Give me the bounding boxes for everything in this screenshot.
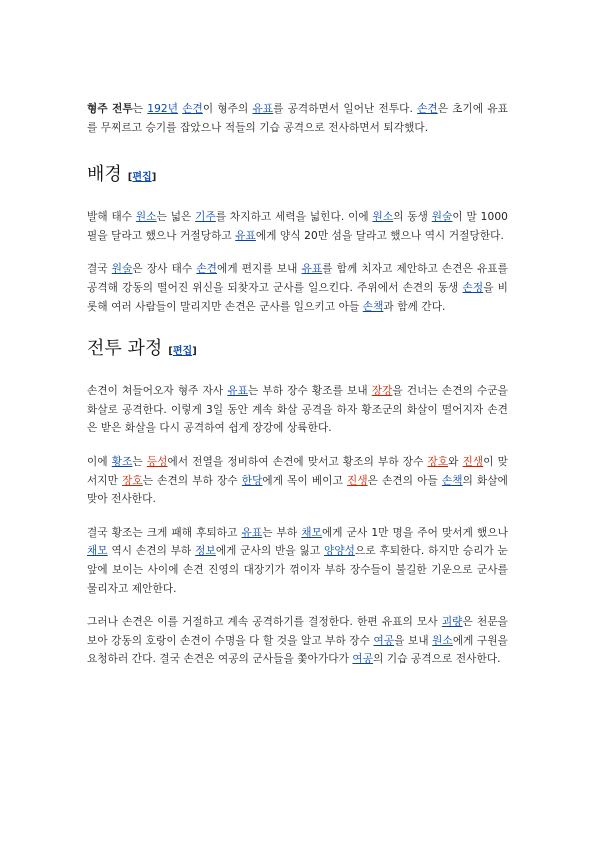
battle-paragraph-4: [87, 613, 508, 669]
text: 와: [448, 455, 463, 468]
text: 의 동생: [393, 211, 432, 224]
link-yuanshu[interactable]: 원술: [111, 263, 133, 276]
link-sunjian[interactable]: 손견: [182, 103, 203, 115]
link-kuailiang[interactable]: 괴량: [441, 616, 463, 629]
section-title: 배경: [87, 164, 122, 186]
link-liubiao[interactable]: 유표: [227, 385, 248, 398]
battle-paragraph-1: [87, 382, 508, 438]
text: 는 부하 장수 황조를 보내: [248, 385, 372, 398]
text: 발해 태수: [87, 211, 136, 224]
link-chensheng-missing[interactable]: 진생: [347, 474, 368, 487]
text: 은 초기에 유표를 무찌르고 승기를 잡았으나 적들의 기습 공격으로 전사하면서 퇴각했다.: [87, 103, 509, 134]
bracket: [: [127, 172, 133, 184]
link-jiang-missing[interactable]: 장강: [371, 385, 393, 398]
link-chengpu[interactable]: 정보: [195, 545, 216, 558]
text: 이 말 1000필을 달라고 했으나 거절당하고: [87, 211, 509, 242]
text: 에서 전열을 정비하여 손견에 맞서고 황조의 부하 장수: [167, 455, 428, 468]
link-liubiao[interactable]: 유표: [241, 526, 263, 539]
link-sunjian[interactable]: 손견: [196, 263, 217, 276]
link-yuanshao[interactable]: 원소: [432, 634, 453, 647]
text: 를 차지하고 세력을 넓힌다. 이에: [215, 211, 373, 224]
text: 에게 군사 1만 명을 주어 맞서게 했으나: [321, 526, 508, 539]
link-zhanghu-missing[interactable]: 장호: [122, 474, 143, 487]
link-caimao[interactable]: 채모: [87, 545, 108, 558]
text: 손견이 쳐들어오자 형주 자사: [87, 385, 228, 398]
article-body: [87, 100, 508, 669]
text: 에게 편지를 보내: [217, 263, 302, 276]
text: 를 공격하면서 일어난 전투다.: [273, 103, 418, 115]
link-huangzu[interactable]: 황조: [111, 455, 133, 468]
text: 는: [132, 455, 147, 468]
text: 는 손견의 부하 장수: [142, 474, 242, 487]
text: 으로 후퇴한다. 하지만 승리가 눈 앞에 보이는 사이에 손견 진영의 대장기가 꺾이자 부하 장수들이 불길한 기운으로 군사를 물리자고 제안한다.: [87, 545, 508, 595]
background-paragraph-1: [87, 208, 508, 245]
link-sunjian[interactable]: 손견: [417, 103, 438, 115]
text: 이 형주의: [202, 103, 253, 115]
link-lvgong[interactable]: 여공: [373, 634, 395, 647]
edit-section-battle: [168, 346, 196, 357]
text: 을 보내: [394, 634, 433, 647]
background-paragraph-2: [87, 260, 508, 316]
text: 에게 구원을 요청하러 간다. 결국 손견은 여공의 군사들을 쫓아가다가: [87, 634, 508, 666]
link-dengcheng-missing[interactable]: 등성: [146, 455, 168, 468]
link-handang[interactable]: 한당: [241, 474, 263, 487]
text: 에게 목이 베이고: [262, 474, 347, 487]
link-sunce[interactable]: 손책: [441, 474, 463, 487]
intro-paragraph: [87, 100, 508, 137]
text: 에게 군사의 반을 잃고: [215, 545, 325, 558]
link-sunjing[interactable]: 손정: [462, 281, 484, 294]
link-liubiao[interactable]: 유표: [301, 263, 323, 276]
text: 는: [132, 103, 148, 115]
edit-section-background: [128, 172, 156, 183]
link-yuanshao[interactable]: 원소: [372, 211, 394, 224]
section-heading-battle: [87, 338, 508, 360]
link-sunce[interactable]: 손책: [362, 300, 384, 313]
text: 의 기습 공격으로 전사한다.: [373, 653, 501, 666]
text: 과 함께 간다.: [383, 300, 446, 313]
link-liubiao[interactable]: 유표: [252, 103, 274, 115]
text: 이 맞서지만: [87, 455, 508, 487]
text: 에게 양식 20만 섬을 달라고 했으나 역시 거절당한다.: [255, 229, 504, 242]
edit-link[interactable]: 편집: [132, 172, 152, 184]
text: 그러나 손견은 이를 거절하고 계속 공격하기를 결정한다. 한편 유표의 모사: [87, 616, 442, 629]
section-title: 전투 과정: [87, 338, 163, 360]
text: 은 손견의 아들: [367, 474, 442, 487]
text: 을 비롯해 여러 사람들이 말리지만 손견은 군사를 일으키고 아들: [87, 281, 508, 313]
battle-paragraph-2: [87, 453, 508, 509]
bracket: ]: [151, 172, 157, 184]
text: 결국: [87, 263, 112, 276]
section-heading-background: [87, 164, 508, 186]
text: 은 장사 태수: [132, 263, 197, 276]
text: 결국 황조는 크게 패해 후퇴하고: [87, 526, 242, 539]
bracket: ]: [192, 346, 197, 358]
text: 는 부하: [262, 526, 302, 539]
link-caimao[interactable]: 채모: [301, 526, 322, 539]
bracket: [: [168, 346, 173, 358]
text: 을 건너는 손견의 수군을 화살로 공격한다. 이렇게 3일 동안 계속 화살 공격을 하자 황조군의 화살이 떨어지자 손견은 받은 화살을 다시 공격하여 쉽게 장강에 상륙한다.: [87, 385, 508, 435]
text: 는 넓은: [156, 211, 196, 224]
link-jizhou[interactable]: 기주: [195, 211, 216, 224]
link-yuanshu[interactable]: 원술: [431, 211, 453, 224]
link-zhanghu-missing[interactable]: 장호: [427, 455, 449, 468]
link-chensheng-missing[interactable]: 진생: [462, 455, 484, 468]
text: 이에: [87, 455, 112, 468]
link-xiangyang[interactable]: 양양성: [324, 545, 356, 558]
article-title-bold: 형주 전투: [87, 103, 133, 115]
text: 를 함께 치자고 제안하고 손견은 유표를 공격해 강동의 떨어진 위신을 되찾자고 군사를 일으킨다. 주위에서 손견의 동생: [87, 263, 508, 294]
link-yuanshao[interactable]: 원소: [135, 211, 157, 224]
text: 역시 손견의 부하: [107, 545, 196, 558]
battle-paragraph-3: [87, 524, 508, 598]
link-192[interactable]: 192년: [147, 103, 179, 115]
link-lvgong[interactable]: 여공: [352, 653, 374, 666]
text: 은 천문을 보아 강동의 호랑이 손견이 수명을 다 할 것을 알고 부하 장수: [87, 616, 508, 647]
edit-link[interactable]: 편집: [172, 346, 193, 358]
link-liubiao[interactable]: 유표: [235, 229, 256, 242]
text: 의 화살에 맞아 전사한다.: [87, 474, 509, 506]
